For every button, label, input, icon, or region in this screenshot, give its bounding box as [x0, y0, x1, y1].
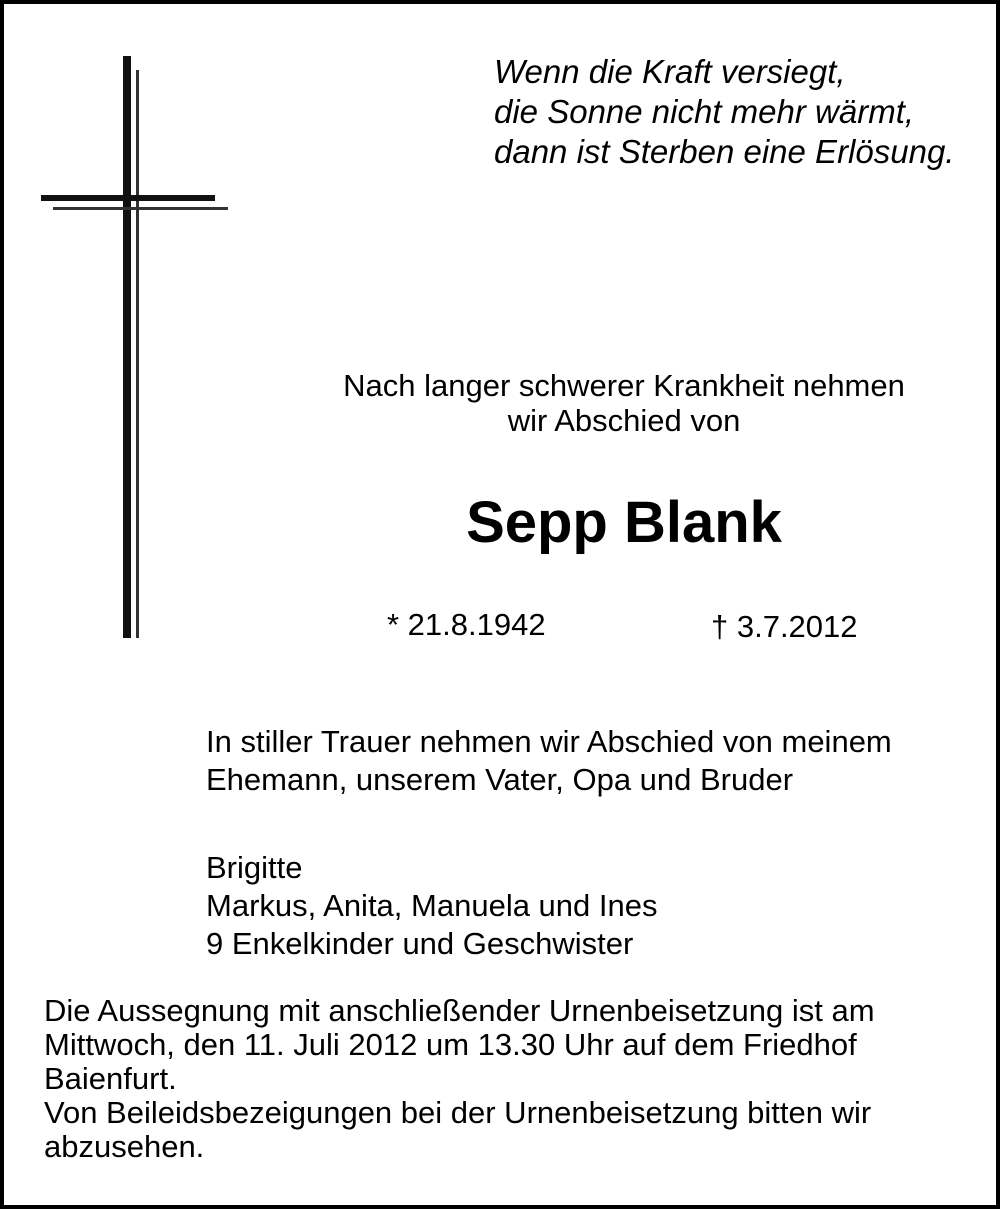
- deceased-name: Sepp Blank: [466, 490, 782, 555]
- motto-verse: [494, 52, 954, 172]
- motto-line: Wenn die Kraft versiegt,: [494, 53, 846, 90]
- funeral-notice: [44, 994, 994, 1164]
- intro-line: wir Abschied von: [507, 403, 741, 438]
- notice-line: Baienfurt.: [44, 1061, 177, 1096]
- cross-vertical-line: [136, 70, 139, 638]
- family-list: [206, 849, 657, 963]
- death-date: † 3.7.2012: [711, 609, 858, 644]
- family-line: Brigitte: [206, 850, 303, 885]
- motto-line: dann ist Sterben eine Erlösung.: [494, 133, 955, 170]
- cross-horizontal-beam: [41, 195, 215, 201]
- cross-horizontal-line: [53, 207, 228, 210]
- cross-vertical-beam: [123, 56, 131, 638]
- cross-icon: [4, 4, 264, 664]
- notice-line: Die Aussegnung mit anschließender Urnenbeisetzung ist am: [44, 993, 875, 1028]
- motto-line: die Sonne nicht mehr wärmt,: [494, 93, 915, 130]
- notice-line: Von Beileidsbezeigungen bei der Urnenbeisetzung bitten wir: [44, 1095, 872, 1130]
- family-line: Markus, Anita, Manuela und Ines: [206, 888, 658, 923]
- mourning-text: [206, 723, 892, 799]
- intro-line: Nach langer schwerer Krankheit nehmen: [343, 368, 905, 403]
- mourning-line: Ehemann, unserem Vater, Opa und Bruder: [206, 762, 794, 797]
- notice-line: abzusehen.: [44, 1129, 205, 1164]
- family-line: 9 Enkelkinder und Geschwister: [206, 926, 634, 961]
- mourning-line: In stiller Trauer nehmen wir Abschied von meinem: [206, 724, 892, 759]
- birth-date: * 21.8.1942: [387, 607, 546, 642]
- notice-line: Mittwoch, den 11. Juli 2012 um 13.30 Uhr auf dem Friedhof: [44, 1027, 857, 1062]
- intro-text: [304, 368, 944, 438]
